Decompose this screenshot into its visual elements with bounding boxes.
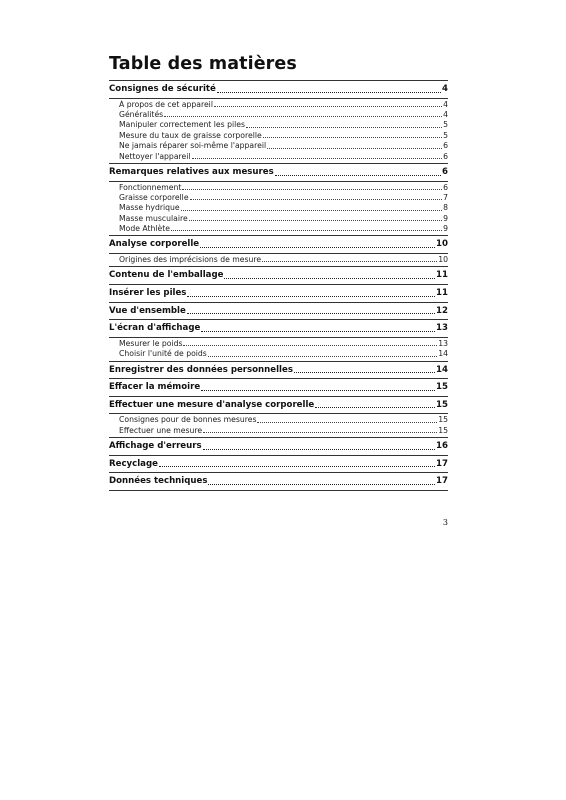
toc-section (109, 362, 448, 379)
toc-entry-page: 10 (438, 255, 448, 265)
page-title: Table des matières (109, 54, 297, 74)
toc-subentry[interactable] (109, 100, 448, 110)
toc-subentry[interactable] (109, 224, 448, 234)
toc-section (109, 236, 448, 253)
toc-entry-page: 15 (436, 382, 448, 393)
toc-entry[interactable] (109, 364, 448, 377)
toc-section (109, 267, 448, 284)
toc-subentry[interactable] (109, 183, 448, 193)
toc-subsection-list (109, 181, 448, 236)
toc-entry-label: Effacer la mémoire (109, 382, 201, 393)
toc-subentry[interactable] (109, 131, 448, 141)
toc-entry[interactable] (109, 83, 448, 96)
toc-entry-label: Vue d'ensemble (109, 305, 186, 316)
toc-entry[interactable] (109, 440, 448, 453)
toc-entry-page: 15 (438, 425, 448, 435)
toc-entry-label: Origines des imprécisions de mesure (119, 255, 262, 265)
toc-entry[interactable] (109, 166, 448, 179)
toc-entry-label: Consignes pour de bonnes mesures (119, 415, 257, 425)
dot-leader (217, 92, 441, 93)
toc-section (109, 303, 448, 320)
toc-entry-label: Effectuer une mesure (119, 425, 203, 435)
dot-leader (189, 220, 442, 221)
dot-leader (187, 313, 435, 314)
toc-entry-label: Graisse corporelle (119, 192, 189, 202)
toc-subsection-list (109, 413, 448, 437)
toc-section (109, 473, 448, 490)
toc-subentry[interactable] (109, 193, 448, 203)
toc-entry-page: 14 (438, 349, 448, 359)
toc-entry-label: Mesure du taux de graisse corporelle (119, 130, 262, 140)
toc-entry-label: Ne jamais réparer soi-même l'appareil (119, 141, 267, 151)
dot-leader (159, 466, 435, 467)
toc-entry-label: Données techniques (109, 476, 208, 487)
toc-entry-page: 6 (443, 151, 448, 161)
toc-entry-label: Choisir l'unité de poids (119, 349, 207, 359)
toc-entry-page: 6 (443, 182, 448, 192)
toc-entry[interactable] (109, 399, 448, 412)
toc-subentry[interactable] (109, 339, 448, 349)
toc-entry[interactable] (109, 458, 448, 471)
toc-entry-page: 4 (443, 109, 448, 119)
toc-entry-page: 5 (443, 130, 448, 140)
toc-section (109, 285, 448, 302)
toc-subentry[interactable] (109, 203, 448, 213)
toc-section (109, 397, 448, 414)
toc-subsection-list (109, 337, 448, 361)
toc-subentry[interactable] (109, 214, 448, 224)
dot-leader (262, 261, 437, 262)
toc-subentry[interactable] (109, 415, 448, 425)
toc-entry-label: À propos de cet appareil (119, 99, 213, 109)
toc-section (109, 164, 448, 181)
toc-entry-page: 11 (436, 288, 448, 299)
toc-section (109, 438, 448, 455)
toc-entry-label: Consignes de sécurité (109, 84, 216, 94)
toc-entry-label: Analyse corporelle (109, 239, 200, 250)
toc-subentry[interactable] (109, 349, 448, 359)
toc-entry-label: Fonctionnement (119, 182, 182, 192)
toc-subentry[interactable] (109, 426, 448, 436)
dot-leader (187, 296, 435, 297)
toc-entry-page: 4 (442, 84, 448, 94)
toc-entry-page: 11 (436, 270, 448, 281)
table-of-contents (109, 80, 448, 491)
toc-entry-label: Enregistrer des données personnelles (109, 364, 293, 375)
toc-entry-page: 8 (443, 203, 448, 213)
toc-entry[interactable] (109, 381, 448, 394)
dot-leader (208, 356, 437, 357)
toc-entry-label: Masse musculaire (119, 213, 188, 223)
toc-subsection-list (109, 253, 448, 266)
toc-entry-page: 7 (443, 192, 448, 202)
toc-section (109, 379, 448, 396)
dot-leader (200, 247, 435, 248)
toc-section (109, 456, 448, 473)
toc-entry-page: 13 (436, 323, 448, 334)
dot-leader (181, 210, 442, 211)
toc-subentry[interactable] (109, 141, 448, 151)
dot-leader (164, 116, 442, 117)
dot-leader (190, 199, 443, 200)
toc-entry[interactable] (109, 475, 448, 488)
toc-section (109, 320, 448, 337)
toc-entry-page: 15 (436, 399, 448, 410)
toc-entry[interactable] (109, 287, 448, 300)
toc-entry-page: 4 (443, 99, 448, 109)
dot-leader (201, 390, 435, 391)
toc-entry-page: 12 (436, 305, 448, 316)
dot-leader (275, 175, 441, 176)
toc-subsection-list (109, 98, 448, 163)
toc-entry-label: Recyclage (109, 458, 158, 469)
toc-subentry[interactable] (109, 110, 448, 120)
toc-entry-page: 9 (443, 213, 448, 223)
dot-leader (183, 345, 437, 346)
toc-entry-page: 13 (438, 338, 448, 348)
toc-entry-label: Généralités (119, 109, 164, 119)
toc-entry[interactable] (109, 322, 448, 335)
dot-leader (267, 148, 442, 149)
dot-leader (208, 484, 435, 485)
toc-entry-page: 9 (443, 224, 448, 234)
toc-entry[interactable] (109, 269, 448, 282)
toc-subentry[interactable] (109, 120, 448, 130)
dot-leader (294, 372, 435, 373)
toc-entry-label: Remarques relatives aux mesures (109, 166, 274, 177)
toc-entry-label: Contenu de l'emballage (109, 270, 224, 281)
dot-leader (263, 137, 442, 138)
dot-leader (315, 407, 435, 408)
toc-entry[interactable] (109, 238, 448, 251)
toc-entry-label: Affichage d'erreurs (109, 441, 202, 452)
dot-leader (192, 158, 443, 159)
toc-entry-label: Insérer les piles (109, 288, 187, 299)
toc-entry-label: Nettoyer l'appareil (119, 151, 191, 161)
dot-leader (171, 230, 442, 231)
toc-entry-page: 14 (436, 364, 448, 375)
toc-entry-page: 17 (436, 476, 448, 487)
toc-entry-page: 5 (443, 120, 448, 130)
page-number: 3 (442, 518, 448, 527)
toc-subentry[interactable] (109, 255, 448, 265)
toc-entry[interactable] (109, 305, 448, 318)
dot-leader (203, 449, 435, 450)
toc-entry-page: 15 (438, 415, 448, 425)
toc-entry-page: 6 (442, 166, 448, 177)
dot-leader (257, 422, 437, 423)
toc-subentry[interactable] (109, 152, 448, 162)
toc-entry-page: 10 (436, 239, 448, 250)
dot-leader (246, 127, 442, 128)
dot-leader (214, 106, 442, 107)
toc-section (109, 81, 448, 98)
toc-entry-page: 16 (436, 441, 448, 452)
toc-entry-label: L'écran d'affichage (109, 323, 201, 334)
toc-entry-label: Manipuler correctement les piles (119, 120, 245, 130)
section-divider (109, 490, 448, 491)
toc-entry-label: Mesurer le poids (119, 338, 183, 348)
toc-entry-label: Mode Athlète (119, 224, 171, 234)
toc-entry-label: Masse hydrique (119, 203, 180, 213)
dot-leader (224, 278, 435, 279)
toc-entry-page: 6 (443, 141, 448, 151)
toc-entry-label: Effectuer une mesure d'analyse corporelle (109, 399, 315, 410)
dot-leader (201, 331, 435, 332)
toc-entry-page: 17 (436, 458, 448, 469)
dot-leader (182, 189, 442, 190)
dot-leader (203, 432, 437, 433)
